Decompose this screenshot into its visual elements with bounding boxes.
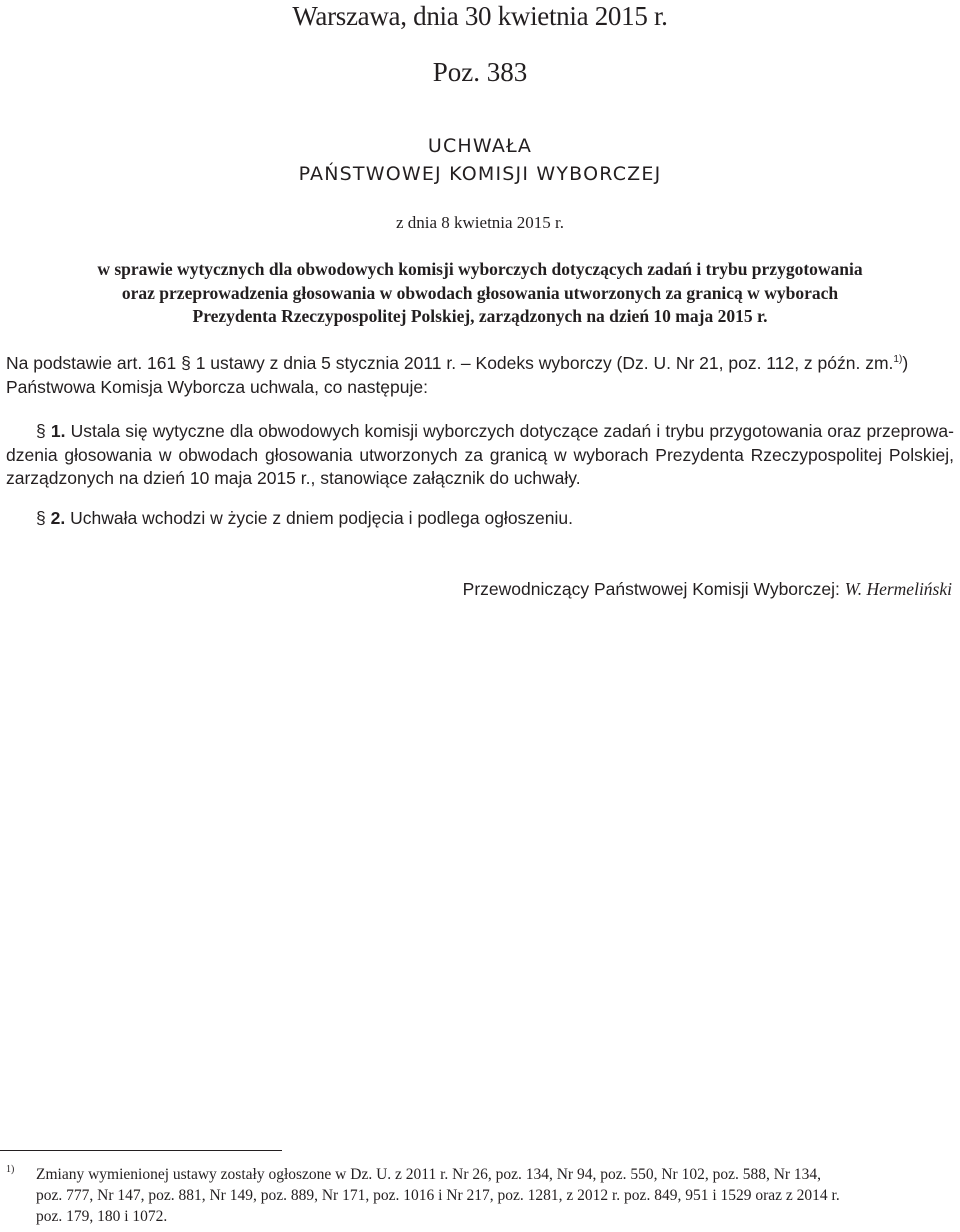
section-number: 2.: [50, 508, 66, 528]
section-2: [6, 507, 954, 531]
signature-block: [463, 578, 952, 601]
section-1: [6, 420, 954, 491]
legal-basis-close: ): [902, 353, 909, 373]
document-title: UCHWAŁA: [427, 135, 533, 157]
section-number: 1.: [50, 421, 66, 441]
footnote-divider: [0, 1150, 282, 1151]
legal-basis-line: Państwowa Komisja Wyborcza uchwala, co następuje:: [6, 376, 428, 397]
subject-line: oraz przeprowadzenia głosowania w obwodach głosowania utworzonych za granicą w wyborach: [121, 282, 839, 303]
legal-basis-line: [6, 352, 954, 376]
legal-basis-text: Na podstawie art. 161 § 1 ustawy z dnia 5 stycznia 2011 r. – Kodeks wyborczy (Dz. U. Nr 21, poz. 112, z późn. zm.: [6, 353, 894, 373]
section-2-text: Uchwała wchodzi w życie z dniem podjęcia i podlega ogłoszeniu.: [70, 508, 574, 528]
section-mark: §: [36, 508, 46, 528]
section-mark: §: [36, 421, 46, 441]
section-1-text: Ustala się wytyczne dla obwodowych komisji wyborczych dotyczące zadań i trybu przygotowania oraz przeprowa-: [70, 421, 954, 441]
subject-line: Prezydenta Rzeczypospolitej Polskiej, zarządzonych na dzień 10 maja 2015 r.: [192, 306, 768, 326]
subject-line: w sprawie wytycznych dla obwodowych komisji wyborczych dotyczących zadań i trybu przygotowania: [97, 259, 863, 279]
footnote-line: Zmiany wymienionej ustawy zostały ogłoszone w Dz. U. z 2011 r. Nr 26, poz. 134, Nr 94, poz. 550, Nr 102, poz. 588, Nr 134,: [36, 1166, 822, 1183]
section-1-line: zarządzonych na dzień 10 maja 2015 r., stanowiące załącznik do uchwały.: [6, 468, 581, 488]
footnote-line: poz. 179, 180 i 1072.: [36, 1208, 168, 1225]
section-1-line: dzenia głosowania w obwodach głosowania utworzonych za granicą w wyborach Prezydenta Rzeczypospolitej Polskiej,: [6, 444, 954, 465]
position-number: Poz. 383: [432, 57, 528, 87]
signatory-name: W. Hermeliński: [844, 579, 952, 599]
place-date: Warszawa, dnia 30 kwietnia 2015 r.: [292, 1, 668, 31]
resolution-date: z dnia 8 kwietnia 2015 r.: [395, 213, 565, 232]
footnote-body: [36, 1164, 960, 1227]
footnote-mark: 1): [6, 1164, 15, 1175]
issuing-body: PAŃSTWOWEJ KOMISJI WYBORCZEJ: [298, 163, 662, 185]
resolution-subject: [0, 258, 960, 329]
legal-basis: [6, 352, 954, 399]
section-2-line: [6, 507, 954, 531]
signature-label: Przewodniczący Państwowej Komisji Wyborczej:: [462, 579, 840, 599]
section-1-line: [6, 420, 954, 444]
footnote-reference[interactable]: 1): [893, 354, 903, 366]
footnote-line: poz. 777, Nr 147, poz. 881, Nr 149, poz. 889, Nr 171, poz. 1016 i Nr 217, poz. 1281, z 2012 r. poz. 849, 951 i 1529 oraz z 2014 r.: [36, 1187, 840, 1204]
